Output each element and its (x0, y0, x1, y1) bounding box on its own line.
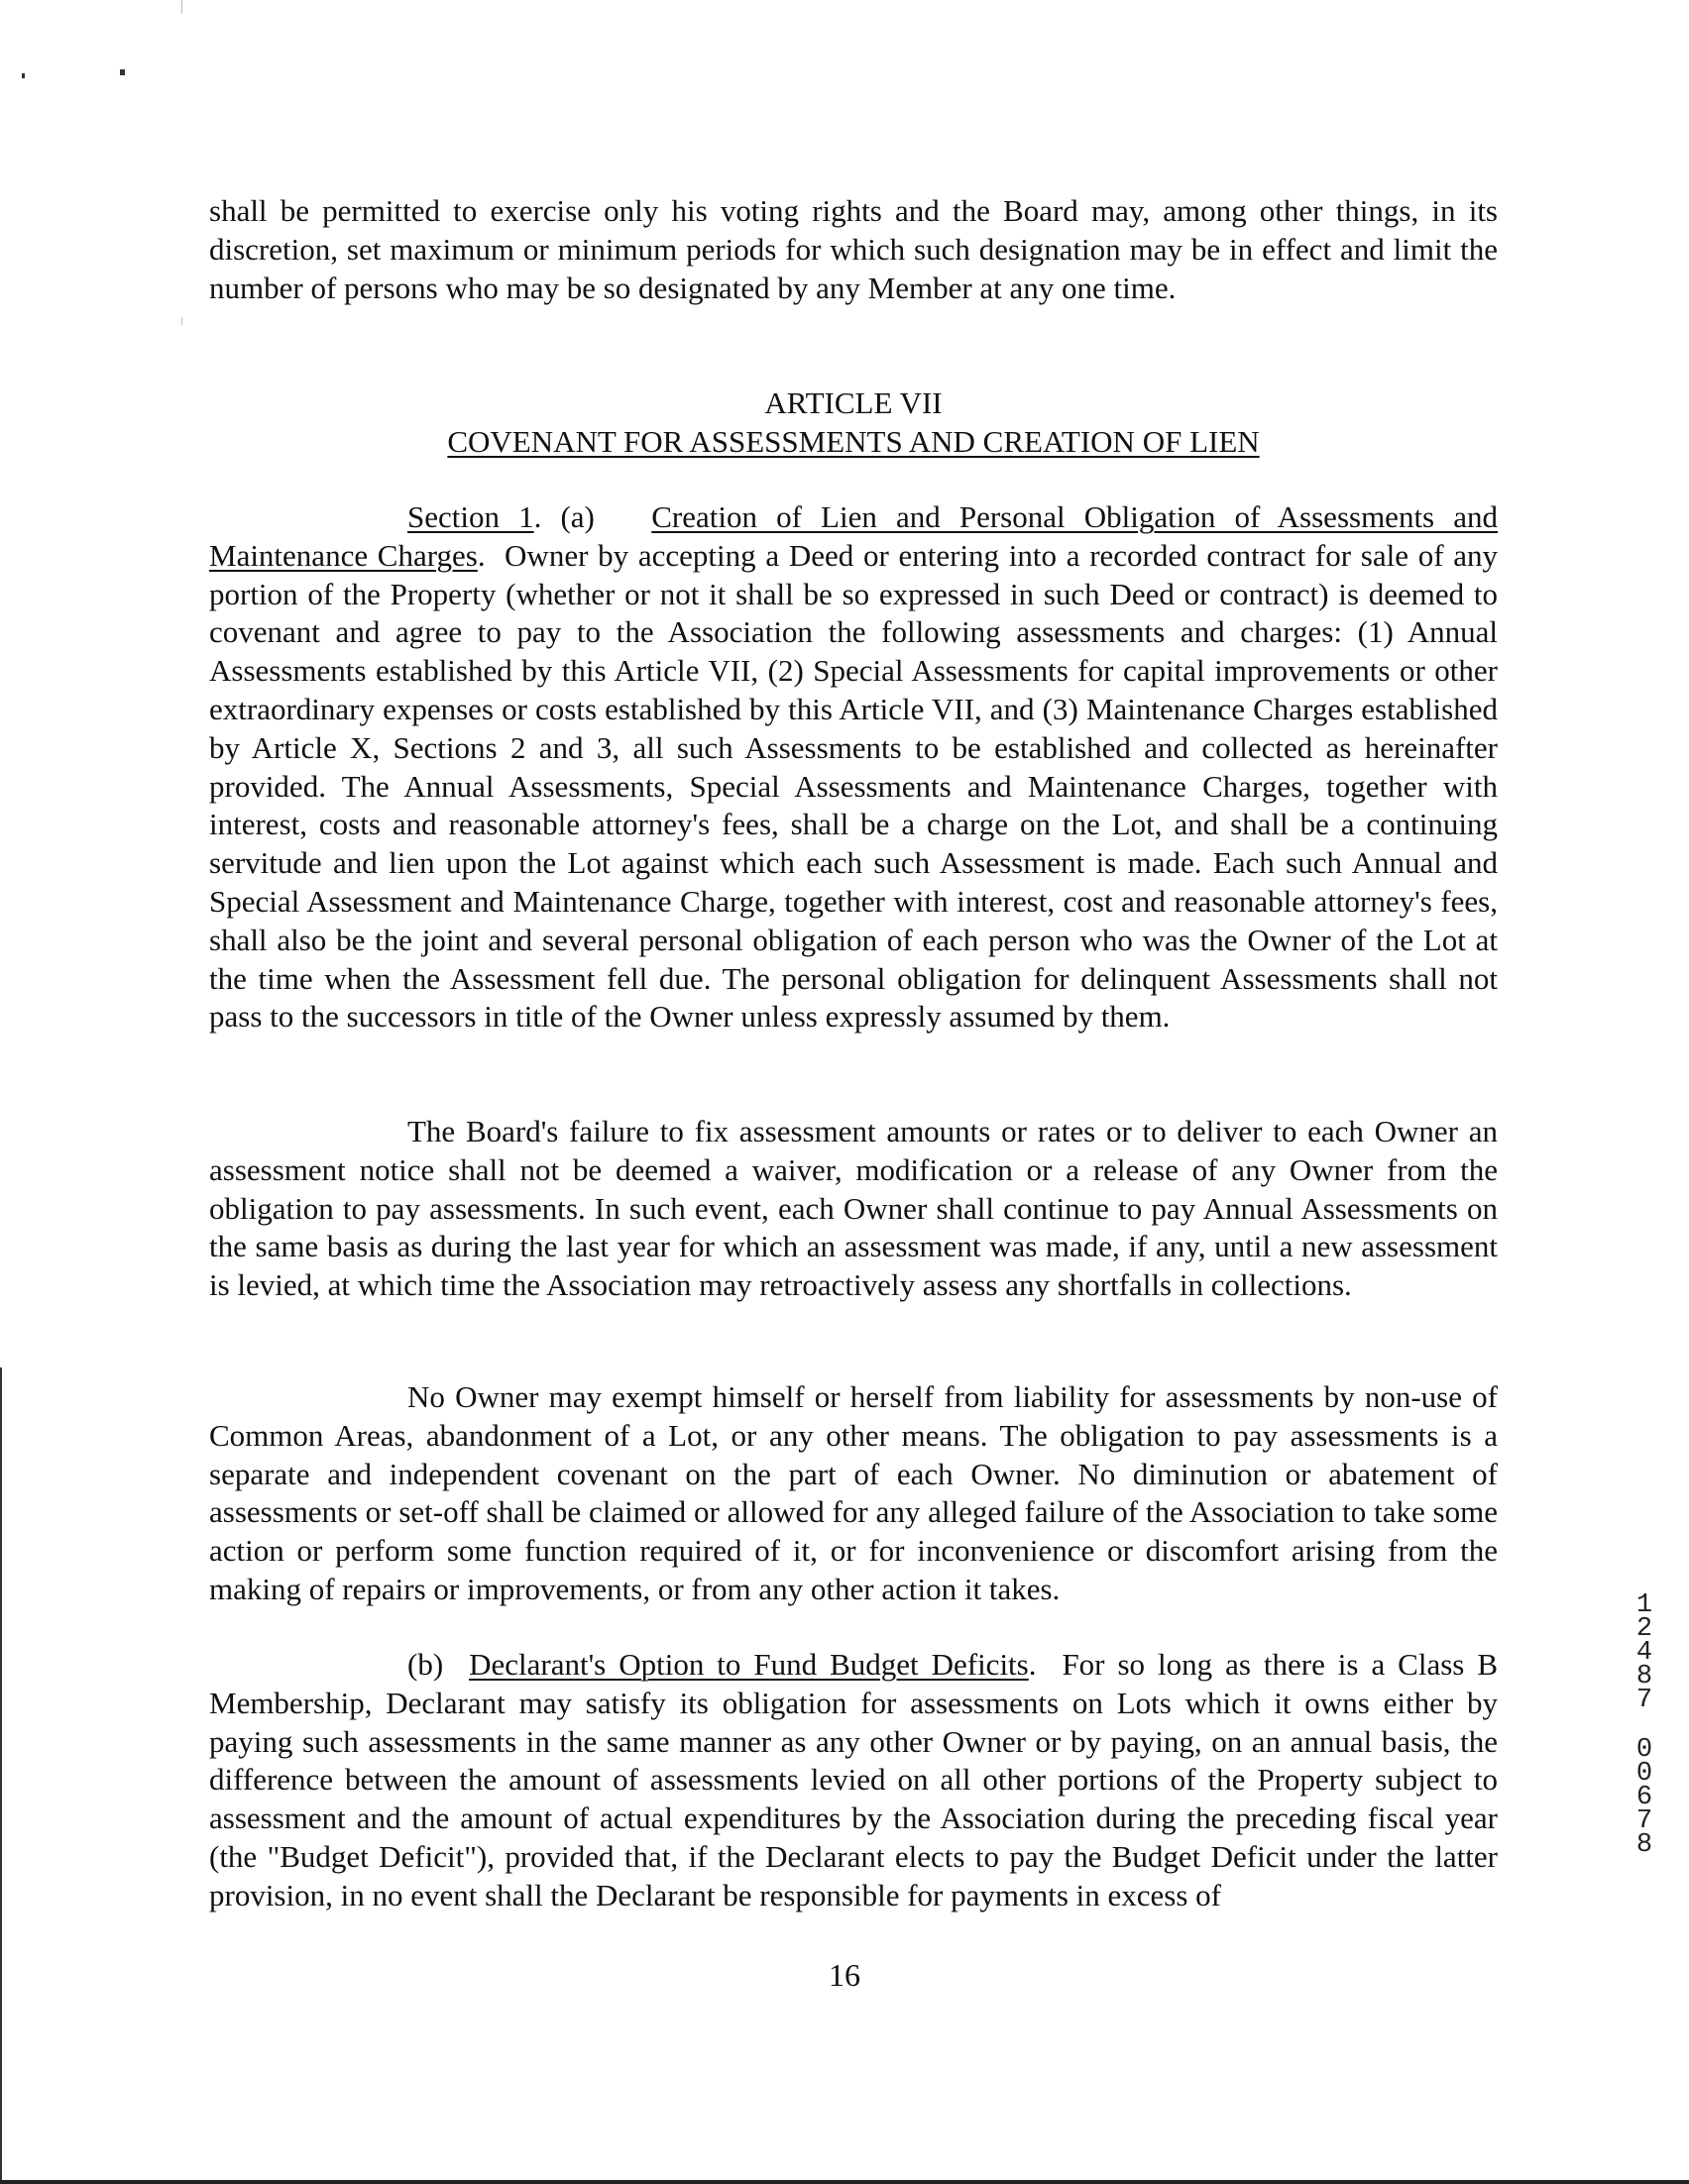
intro-paragraph (209, 192, 1498, 307)
no-exemption-text: No Owner may exempt himself or herself from liability for assessments by non-use of Common Areas, abandonment of a Lot, or any other means. The obligation to pay assessments is a separate and independent covenant on the part of each Owner. No diminution or abatement of assessments or set-off shall be claimed or allowed for any alleged failure of the Association to take some action or perform some function required of it, or for inconvenience or discomfort arising from the making of repairs or improvements, or from any other action it takes. (209, 1379, 1498, 1606)
section-1-paragraph (209, 498, 1498, 1037)
recording-stamp (1632, 1590, 1657, 1860)
section-1-label: Section 1 (407, 499, 534, 534)
page-number: 16 (829, 1957, 860, 1993)
board-failure-paragraph (209, 1113, 1498, 1305)
no-exemption-paragraph (209, 1378, 1498, 1609)
subsection-b-heading: Declarant's Option to Fund Budget Deficits (469, 1647, 1029, 1682)
section-1-heading-suffix: . (477, 537, 486, 573)
subsection-b-body: For so long as there is a Class B Membership, Declarant may satisfy its obligation for assessments on Lots which it owns either by paying such assessments in the same manner as any other Owner or by paying, on an annual basis, the difference between the amount of assessments levied on all other portions of the Property subject to assessment and the amount of actual expenditures by the Association during the preceding fiscal year (the "Budget Deficit"), provided that, if the Declarant elects to pay the Budget Deficit under the latter provision, in no event shall the Declarant be responsible for payments in excess of (209, 1647, 1499, 1912)
subsection-b-heading-suffix: . (1028, 1647, 1037, 1682)
subsection-b-paragraph (209, 1646, 1498, 1915)
board-failure-text: The Board's failure to fix assessment amounts or rates or to deliver to each Owner an assessment notice shall not be deemed a waiver, modification or a release of any Owner from the obligation to pay assessments. In such event, each Owner shall continue to pay Annual Assessments on the same basis as during the last year for which an assessment was made, if any, until a new assessment is levied, at which time the Association may retroactively assess any shortfalls in collections. (209, 1114, 1498, 1303)
section-1-body: Owner by accepting a Deed or entering into a recorded contract for sale of any portion of the Property (whether or not it shall be so expressed in such Deed or contract) is deemed to covenant and agree to pay to the Association the following assessments and charges: (1) Annual Assessments established by this Article VII, (2) Special Assessments for capital improvements or other extraordinary expenses or costs established by this Article VII, and (3) Maintenance Charges established by Article X, Sections 2 and 3, all such Assessments to be established and collected as hereinafter provided. The Annual Assessments, Special Assessments and Maintenance Charges, together with interest, costs and reasonable attorney's fees, shall be a charge on the Lot, and shall be a continuing servitude and lien upon the Lot against which each such Assessment is made. Each such Annual and Special Assessment and Maintenance Charge, together with interest, cost and reasonable attorney's fees, shall also be the joint and several personal obligation of each person who was the Owner of the Lot at the time when the Assessment fell due. The personal obligation for delinquent Assessments shall not pass to the successors in title of the Owner unless expressly assumed by them. (209, 537, 1499, 1035)
scan-speck (181, 0, 182, 14)
article-subtitle (209, 423, 1498, 461)
recording-stamp-part2: 00678 (1635, 1735, 1653, 1860)
scan-edge-left (0, 1367, 2, 2184)
section-1-heading: Creation of Lien and Personal Obligation of Assessments and Maintenance Charges (209, 499, 1498, 573)
article-title: ARTICLE VII (764, 385, 943, 420)
subsection-b-label: (b) (407, 1647, 444, 1682)
scan-edge-bottom (0, 2180, 1689, 2184)
article-subtitle-text: COVENANT FOR ASSESSMENTS AND CREATION OF LIEN (447, 424, 1260, 459)
scan-speck (120, 69, 125, 75)
scan-speck (181, 317, 182, 325)
intro-paragraph-text: shall be permitted to exercise only his voting rights and the Board may, among other things, in its discretion, set maximum or minimum periods for which such designation may be in effect and limit the number of persons who may be so designated by any Member at any one time. (209, 193, 1498, 305)
scan-speck (22, 73, 25, 78)
section-1-label-suffix: . (a) (533, 499, 595, 534)
recording-stamp-part1: 12487 (1635, 1590, 1653, 1715)
